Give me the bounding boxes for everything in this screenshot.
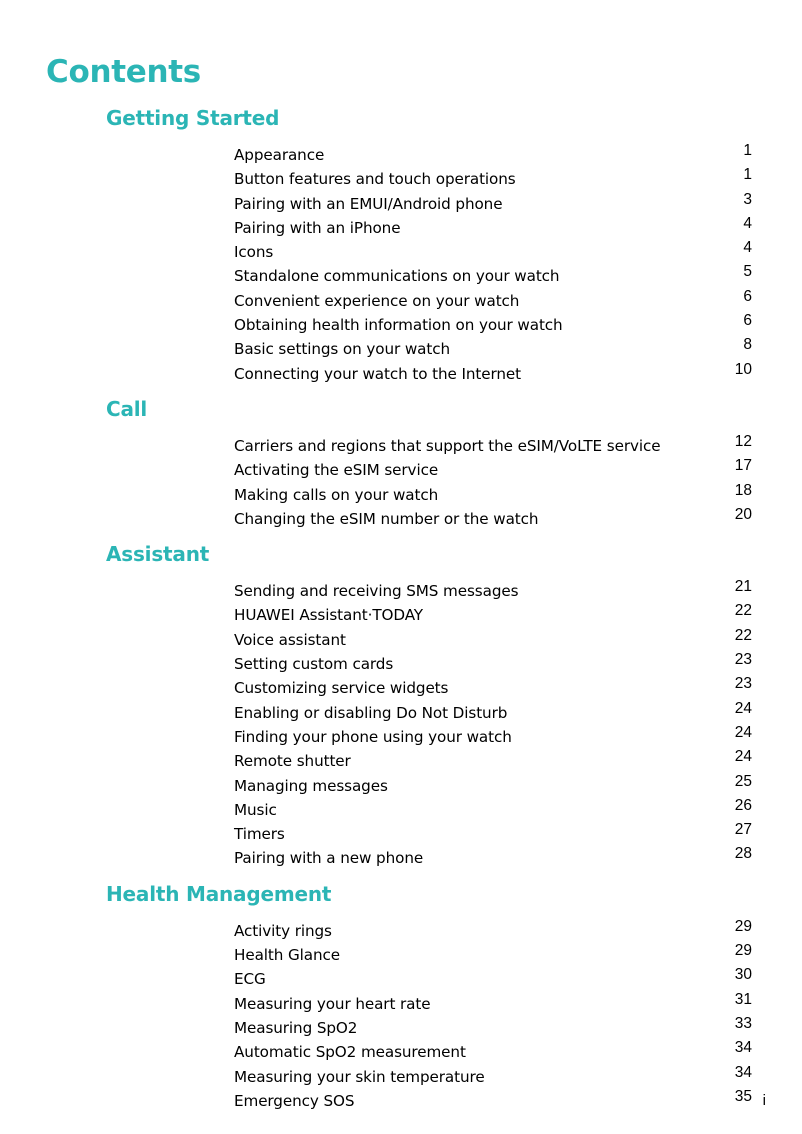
toc-entry-title[interactable]: Standalone communications on your watch [234, 267, 560, 286]
toc-entry-page-number[interactable]: 29 [734, 942, 752, 960]
toc-entry-title[interactable]: Activity rings [234, 921, 332, 940]
toc-entry-title[interactable]: HUAWEI Assistant·TODAY [234, 606, 423, 625]
toc-entry[interactable] [0, 1016, 802, 1040]
toc-entry-page-number[interactable]: 12 [734, 432, 752, 450]
toc-entry-title[interactable]: Changing the eSIM number or the watch [234, 509, 539, 528]
toc-entry-list [0, 434, 802, 531]
toc-entry[interactable] [0, 967, 802, 991]
toc-entry-page-number[interactable]: 17 [734, 457, 752, 475]
toc-entry-title[interactable]: Pairing with an EMUI/Android phone [234, 194, 503, 213]
toc-section-0 [0, 102, 802, 386]
toc-entry-title[interactable]: Connecting your watch to the Internet [234, 364, 522, 383]
toc-entry-page-number[interactable]: 23 [734, 675, 752, 693]
toc-entry[interactable] [0, 216, 802, 240]
toc-section-3 [0, 878, 802, 1113]
toc-entry[interactable] [0, 992, 802, 1016]
toc-entry-title[interactable]: Measuring your heart rate [234, 994, 431, 1013]
toc-entry-title[interactable]: Customizing service widgets [234, 679, 449, 698]
toc-entry-page-number[interactable]: 33 [734, 1014, 752, 1032]
toc-entry-page-number[interactable]: 27 [734, 821, 752, 839]
toc-entry[interactable] [0, 628, 802, 652]
toc-entry-page-number[interactable]: 25 [734, 772, 752, 790]
toc-entry-page-number[interactable]: 29 [734, 917, 752, 935]
toc-entry-page-number[interactable]: 23 [734, 651, 752, 669]
toc-entry-page-number[interactable]: 10 [734, 360, 752, 378]
toc-entry-title[interactable]: Measuring your skin temperature [234, 1067, 485, 1086]
toc-entry[interactable] [0, 846, 802, 870]
toc-entry-page-number[interactable]: 4 [743, 214, 752, 232]
toc-entry[interactable] [0, 458, 802, 482]
toc-entry-page-number[interactable]: 4 [743, 239, 752, 257]
toc-entry[interactable] [0, 652, 802, 676]
toc-entry-title[interactable]: Pairing with a new phone [234, 849, 424, 868]
toc-entry-title[interactable]: Managing messages [234, 776, 388, 795]
toc-entry-page-number[interactable]: 26 [734, 796, 752, 814]
section-heading[interactable]: Call [106, 396, 148, 421]
toc-entry-title[interactable]: Activating the eSIM service [234, 461, 439, 480]
toc-entry-page-number[interactable]: 1 [743, 166, 752, 184]
toc-entry[interactable] [0, 919, 802, 943]
toc-entry[interactable] [0, 603, 802, 627]
toc-entry-page-number[interactable]: 6 [743, 312, 752, 330]
toc-entry-title[interactable]: Timers [234, 825, 285, 844]
toc-entry-page-number[interactable]: 20 [734, 505, 752, 523]
toc-entry-page-number[interactable]: 24 [734, 723, 752, 741]
toc-entry[interactable] [0, 289, 802, 313]
toc-entry-title[interactable]: Basic settings on your watch [234, 340, 451, 359]
table-of-contents [0, 102, 802, 1113]
toc-entry-title[interactable]: Sending and receiving SMS messages [234, 582, 519, 601]
toc-entry[interactable] [0, 143, 802, 167]
section-heading[interactable]: Health Management [106, 881, 332, 906]
toc-entry-title[interactable]: Icons [234, 243, 274, 262]
section-heading[interactable]: Assistant [106, 542, 210, 567]
toc-entry-page-number[interactable]: 24 [734, 699, 752, 717]
toc-entry[interactable] [0, 313, 802, 337]
page-number: i [762, 1092, 766, 1109]
toc-entry-title[interactable]: Music [234, 800, 277, 819]
toc-entry[interactable] [0, 362, 802, 386]
toc-entry-page-number[interactable]: 35 [734, 1087, 752, 1105]
toc-entry[interactable] [0, 434, 802, 458]
toc-entry-title[interactable]: Emergency SOS [234, 1091, 355, 1110]
section-heading[interactable]: Getting Started [106, 106, 280, 130]
toc-entry[interactable] [0, 240, 802, 264]
toc-entry-title[interactable]: Convenient experience on your watch [234, 291, 520, 310]
toc-entry-page-number[interactable]: 22 [734, 626, 752, 644]
toc-entry[interactable] [0, 1040, 802, 1064]
toc-entry-page-number[interactable]: 34 [734, 1039, 752, 1057]
toc-entry-page-number[interactable]: 28 [734, 845, 752, 863]
toc-entry-page-number[interactable]: 22 [734, 602, 752, 620]
toc-entry-page-number[interactable]: 21 [734, 578, 752, 596]
toc-entry[interactable] [0, 507, 802, 531]
toc-entry-page-number[interactable]: 1 [743, 142, 752, 159]
toc-entry-page-number[interactable]: 31 [734, 990, 752, 1008]
toc-entry-page-number[interactable]: 30 [734, 966, 752, 984]
toc-entry[interactable] [0, 264, 802, 288]
toc-entry[interactable] [0, 774, 802, 798]
toc-entry[interactable] [0, 483, 802, 507]
toc-entry[interactable] [0, 167, 802, 191]
toc-entry[interactable] [0, 192, 802, 216]
toc-section-2 [0, 538, 802, 871]
toc-entry-title[interactable]: Making calls on your watch [234, 485, 439, 504]
toc-entry[interactable] [0, 822, 802, 846]
toc-entry-list [0, 143, 802, 386]
toc-entry-page-number[interactable]: 3 [743, 190, 752, 208]
toc-entry-title[interactable]: Voice assistant [234, 630, 346, 649]
toc-entry[interactable] [0, 749, 802, 773]
toc-entry-title[interactable]: Enabling or disabling Do Not Disturb [234, 703, 508, 722]
toc-entry-title[interactable]: Pairing with an iPhone [234, 218, 401, 237]
toc-entry-page-number[interactable]: 34 [734, 1063, 752, 1081]
toc-entry-title[interactable]: Obtaining health information on your watch [234, 316, 563, 335]
toc-entry-list [0, 919, 802, 1113]
toc-entry-title[interactable]: Carriers and regions that support the eSIM/VoLTE service [234, 436, 661, 455]
toc-entry[interactable] [0, 337, 802, 361]
toc-entry-title[interactable]: Button features and touch operations [234, 170, 516, 189]
toc-entry-page-number[interactable]: 18 [734, 481, 752, 499]
toc-entry[interactable] [0, 725, 802, 749]
toc-entry[interactable] [0, 943, 802, 967]
toc-entry-title[interactable]: Remote shutter [234, 752, 351, 771]
toc-entry-title[interactable]: Appearance [234, 146, 325, 164]
toc-section-1 [0, 393, 802, 531]
toc-entry-list [0, 579, 802, 871]
toc-entry[interactable] [0, 701, 802, 725]
toc-entry-title[interactable]: Setting custom cards [234, 655, 394, 674]
toc-entry[interactable] [0, 1065, 802, 1089]
toc-entry[interactable] [0, 798, 802, 822]
page-title: Contents [46, 54, 201, 90]
toc-entry-title[interactable]: Measuring SpO2 [234, 1018, 358, 1037]
toc-entry-title[interactable]: Health Glance [234, 946, 341, 965]
toc-entry-title[interactable]: Automatic SpO2 measurement [234, 1043, 466, 1062]
toc-entry-page-number[interactable]: 8 [743, 336, 752, 354]
toc-entry-page-number[interactable]: 24 [734, 748, 752, 766]
toc-entry[interactable] [0, 1089, 802, 1113]
toc-entry[interactable] [0, 676, 802, 700]
toc-entry-page-number[interactable]: 6 [743, 287, 752, 305]
toc-entry-page-number[interactable]: 5 [743, 263, 752, 281]
toc-entry-title[interactable]: Finding your phone using your watch [234, 727, 512, 746]
toc-entry-title[interactable]: ECG [234, 970, 266, 989]
toc-entry[interactable] [0, 579, 802, 603]
